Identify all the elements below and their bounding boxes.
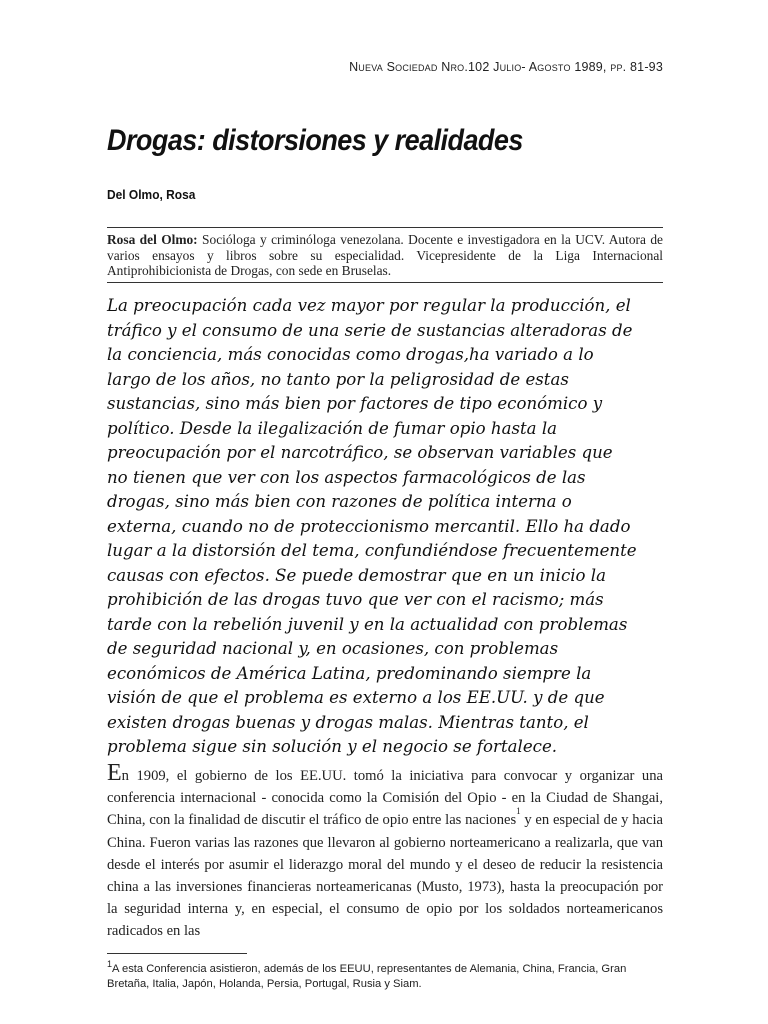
article-title: Drogas: distorsiones y realidades — [107, 124, 523, 157]
abstract-line: preocupación por el narcotráfico, se observan variables que — [107, 443, 613, 462]
drop-cap: E — [107, 760, 122, 786]
body-first-paragraph — [107, 760, 664, 943]
abstract-line: La preocupación cada vez mayor por regular la producción, el — [107, 296, 631, 315]
footnote-reference[interactable]: 1 — [516, 806, 521, 817]
abstract-line: problema sigue sin solución y el negocio se fortalece. — [107, 737, 558, 756]
bio-text: Socióloga y criminóloga venezolana. Docente e investigadora en la UCV. Autora de varios ensayos y libros sobre su especialidad. Vicepresidente de la Liga Internacional Antiprohibicionista de Drogas, con sede en Bruselas. — [107, 232, 663, 278]
abstract-line: drogas, sino más bien con razones de política interna o — [107, 492, 572, 511]
abstract-line: tarde con la rebelión juvenil y en la actualidad con problemas — [107, 614, 628, 634]
abstract-line: de seguridad nacional y, en ocasiones, con problemas — [107, 639, 559, 658]
abstract-line: visión de que el problema es externo a los EE.UU. y de que — [107, 688, 605, 707]
abstract-line: sustancias, sino más bien por factores de tipo económico y — [107, 394, 603, 413]
abstract-line: tráfico y el consumo de una serie de sustancias alteradoras de — [107, 320, 633, 340]
abstract-line: causas con efectos. Se puede demostrar que en un inicio la — [107, 565, 607, 585]
abstract-line: económicos de América Latina, predominando siempre la — [107, 663, 592, 683]
body-text-part2: y en especial de y hacia China. Fueron varias las razones que llevaron al gobierno norteamericano a realizarla, que van desde el interés por asumir el liderazgo moral del mundo y el deseo de reducir la resistencia china a las inversiones financieras norteamericanas (Musto, 1973), hasta la preocupación por la seguridad interna y, en especial, el consumo de opio por los soldados norteamericanos radicados en las — [107, 812, 664, 940]
article-author: Del Olmo, Rosa — [107, 187, 196, 202]
abstract-line: la conciencia, más conocidas como drogas,ha variado a lo — [107, 345, 594, 364]
bio-name: Rosa del Olmo: — [107, 232, 198, 247]
body-paragraph — [107, 760, 664, 943]
abstract-line: no tienen que ver con los aspectos farmacológicos de las — [107, 467, 586, 487]
abstract-line: político. Desde la ilegalización de fumar opio hasta la — [107, 418, 558, 438]
footnote-divider — [107, 953, 247, 954]
footnote-text: A esta Conferencia asistieron, además de los EEUU, representantes de Alemania, China, Francia, Gran Bretaña, Italia, Japón, Holanda, Persia, Portugal, Rusia y Siam. — [107, 963, 627, 990]
journal-header: Nueva Sociedad Nro.102 Julio- Agosto 1989, pp. 81-93 — [349, 60, 663, 74]
abstract — [107, 294, 663, 760]
footnote — [107, 959, 663, 992]
footnote-number: 1 — [107, 959, 113, 969]
abstract-line: externa, cuando no de proteccionismo mercantil. Ello ha dado — [107, 516, 631, 536]
body-text-part1: n 1909, el gobierno de los EE.UU. tomó la iniciativa para convocar y organizar una conferencia internacional - conocida como la Comisión del Opio - en la Ciudad de Shangai, China, con la finalidad de discutir el tráfico de opio entre las naciones — [107, 768, 663, 829]
abstract-line: existen drogas buenas y drogas malas. Mientras tanto, el — [107, 712, 589, 732]
abstract-line: prohibición de las drogas tuvo que ver con el racismo; más — [107, 590, 604, 609]
abstract-line: largo de los años, no tanto por la peligrosidad de estas — [107, 369, 569, 389]
abstract-line: lugar a la distorsión del tema, confundiéndose frecuentemente — [107, 541, 637, 560]
author-bio — [107, 227, 663, 283]
